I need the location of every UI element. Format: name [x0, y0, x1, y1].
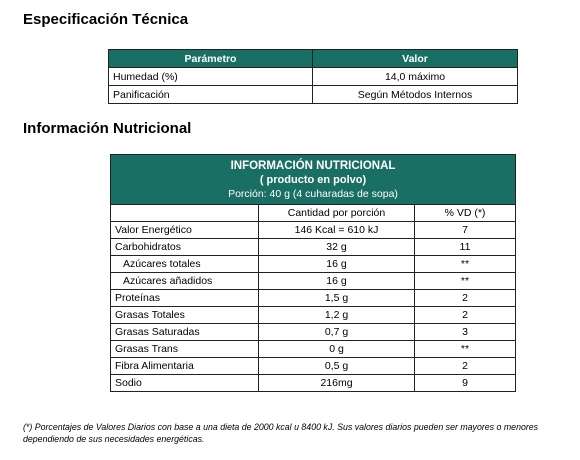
- nutrient-vd: **: [415, 273, 516, 290]
- nutrient-vd: 3: [415, 324, 516, 341]
- nutrient-vd: 7: [415, 222, 516, 239]
- nutrient-vd: 11: [415, 239, 516, 256]
- table-row: [111, 307, 516, 324]
- table-row: [111, 375, 516, 392]
- table-row: [111, 341, 516, 358]
- nutrition-header-subtitle: ( producto en polvo): [259, 174, 367, 186]
- nutrient-amount: 0 g: [259, 341, 415, 358]
- nutrient-name: Grasas Saturadas: [111, 324, 259, 341]
- table-row: [111, 222, 516, 239]
- table-row: [111, 358, 516, 375]
- table-row: [111, 290, 516, 307]
- nutrition-header-title: INFORMACIÓN NUTRICIONAL: [230, 160, 396, 172]
- nutrition-header-portion: Porción: 40 g (4 cuharadas de sopa): [228, 188, 398, 200]
- spec-col-valor: Valor: [313, 50, 518, 68]
- nutrition-table: [110, 154, 516, 392]
- spec-param-cell: Humedad (%): [109, 68, 313, 86]
- nutrient-vd: 9: [415, 375, 516, 392]
- nutrition-section-title: Información Nutricional: [23, 120, 192, 137]
- nutrient-amount: 16 g: [259, 256, 415, 273]
- footnote: (*) Porcentajes de Valores Diarios con base a una dieta de 2000 kcal u 8400 kJ. Sus valores diarios pueden ser mayores o menores dependiendo de sus necesidades energéticas.: [23, 422, 539, 444]
- nutrient-amount: 146 Kcal = 610 kJ: [259, 222, 415, 239]
- table-row: [111, 239, 516, 256]
- nutrient-name: Proteínas: [111, 290, 259, 307]
- nutrient-name: Fibra Alimentaria: [111, 358, 259, 375]
- nutrient-name: Valor Energético: [111, 222, 259, 239]
- spec-value-cell: 14,0 máximo: [313, 68, 518, 86]
- nutrient-name: Carbohidratos: [111, 239, 259, 256]
- nutrition-col-empty: [111, 205, 259, 222]
- table-row: [111, 273, 516, 290]
- table-row: [109, 86, 518, 104]
- nutrition-header-row: [111, 155, 516, 205]
- table-row: [111, 324, 516, 341]
- spec-value-cell: Según Métodos Internos: [313, 86, 518, 104]
- nutrient-name: Grasas Totales: [111, 307, 259, 324]
- nutrition-col-header-row: [111, 205, 516, 222]
- table-row: [109, 68, 518, 86]
- nutrient-vd: **: [415, 341, 516, 358]
- spec-table: [108, 49, 518, 104]
- nutrient-vd: 2: [415, 358, 516, 375]
- spec-param-cell: Panificación: [109, 86, 313, 104]
- nutrient-amount: 32 g: [259, 239, 415, 256]
- nutrient-name: Sodio: [111, 375, 259, 392]
- spec-col-parametro: Parámetro: [109, 50, 313, 68]
- nutrition-header-cell: [111, 155, 516, 205]
- nutrition-col-vd: % VD (*): [415, 205, 516, 222]
- nutrient-name: Grasas Trans: [111, 341, 259, 358]
- nutrient-vd: **: [415, 256, 516, 273]
- nutrition-col-cantidad: Cantidad por porción: [259, 205, 415, 222]
- nutrient-vd: 2: [415, 290, 516, 307]
- table-row: [111, 256, 516, 273]
- nutrient-amount: 216mg: [259, 375, 415, 392]
- nutrient-amount: 0,5 g: [259, 358, 415, 375]
- spec-table-header-row: [109, 50, 518, 68]
- spec-section-title: Especificación Técnica: [23, 11, 189, 28]
- nutrient-amount: 1,2 g: [259, 307, 415, 324]
- nutrient-amount: 0,7 g: [259, 324, 415, 341]
- nutrient-name: Azúcares añadidos: [111, 273, 259, 290]
- nutrient-amount: 1,5 g: [259, 290, 415, 307]
- nutrient-amount: 16 g: [259, 273, 415, 290]
- nutrient-name: Azúcares totales: [111, 256, 259, 273]
- nutrient-vd: 2: [415, 307, 516, 324]
